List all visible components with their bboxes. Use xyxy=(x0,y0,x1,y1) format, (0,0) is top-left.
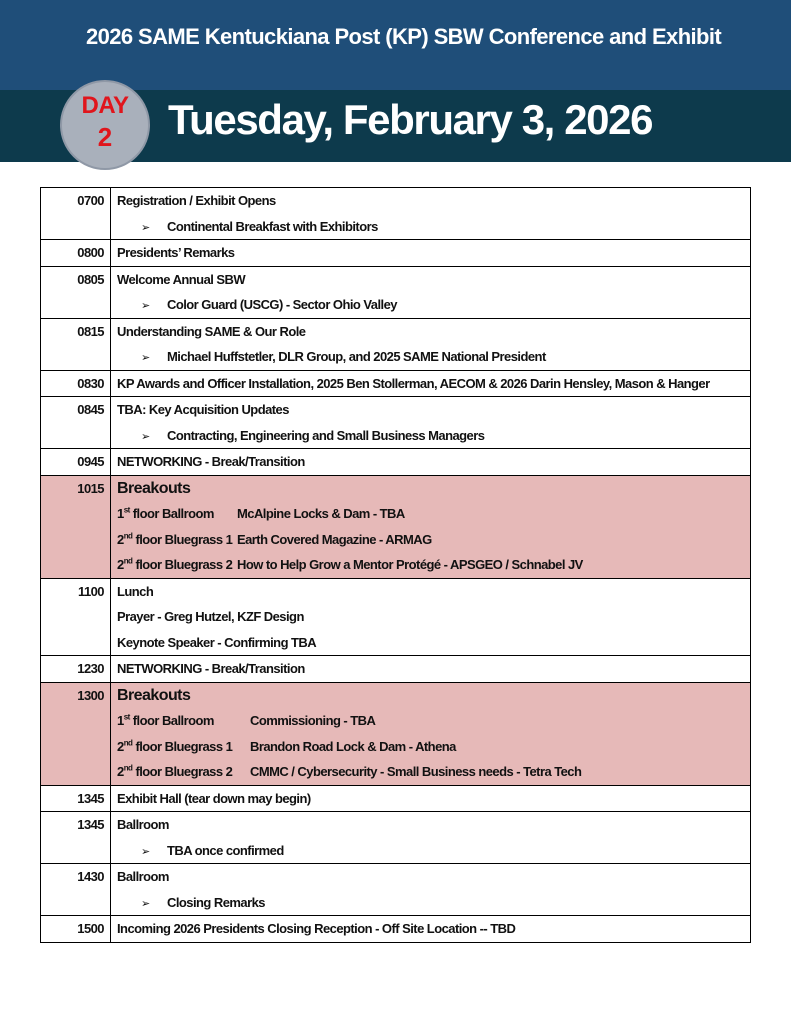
event-cell xyxy=(111,188,751,240)
session-title: CMMC / Cybersecurity - Small Business needs - Tetra Tech xyxy=(250,764,582,779)
event-title: Ballroom xyxy=(117,817,169,832)
day-number: 2 xyxy=(97,122,113,152)
time-cell: 1300 xyxy=(41,682,111,785)
room-name: 2nd floor Bluegrass 2 xyxy=(117,556,233,572)
event-cell xyxy=(111,812,751,864)
breakouts-heading: Breakouts xyxy=(117,479,191,497)
schedule-row xyxy=(41,370,751,397)
room-name: 2nd floor Bluegrass 2 xyxy=(117,763,233,779)
schedule-row xyxy=(41,240,751,267)
date-title: Tuesday, February 3, 2026 xyxy=(168,96,653,143)
arrowhead-bullet-icon: ➢ xyxy=(141,300,150,312)
event-cell xyxy=(111,397,751,449)
schedule-row xyxy=(41,188,751,240)
event-cell xyxy=(111,916,751,943)
event-cell xyxy=(111,370,751,397)
time-cell: 1345 xyxy=(41,785,111,812)
event-title: Lunch xyxy=(117,583,154,599)
schedule-row xyxy=(41,916,751,943)
schedule-row xyxy=(41,318,751,370)
event-title: Welcome Annual SBW xyxy=(117,271,246,287)
schedule-row xyxy=(41,656,751,683)
event-cell xyxy=(111,318,751,370)
breakout-row xyxy=(41,475,751,578)
event-title: TBA: Key Acquisition Updates xyxy=(117,402,289,417)
arrowhead-bullet-icon: ➢ xyxy=(141,430,150,443)
breakout-session xyxy=(117,734,750,760)
schedule-row xyxy=(41,812,751,864)
event-detail: Prayer - Greg Hutzel, KZF Design xyxy=(117,609,304,624)
event-subitem: ➢ Closing Remarks xyxy=(117,890,750,916)
breakout-session xyxy=(117,708,750,734)
time-cell: 1430 xyxy=(41,864,111,916)
event-title: Understanding SAME & Our Role xyxy=(117,323,306,339)
session-title: Earth Covered Magazine - ARMAG xyxy=(237,531,432,547)
schedule-row xyxy=(41,864,751,916)
session-title: How to Help Grow a Mentor Protégé - APSGEO / Schnabel JV xyxy=(237,557,583,572)
event-title: Exhibit Hall (tear down may begin) xyxy=(117,790,311,806)
arrowhead-bullet-icon: ➢ xyxy=(141,221,150,234)
arrowhead-bullet-icon: ➢ xyxy=(141,845,150,858)
breakout-session xyxy=(117,501,750,527)
event-subitem: ➢ TBA once confirmed xyxy=(117,838,750,864)
event-cell xyxy=(111,578,751,656)
arrowhead-bullet-icon: ➢ xyxy=(141,352,150,364)
event-title: NETWORKING - Break/Transition xyxy=(117,454,305,469)
session-title: McAlpine Locks & Dam - TBA xyxy=(237,506,405,521)
event-cell xyxy=(111,475,751,578)
breakout-session xyxy=(117,759,750,785)
event-title: Presidents’ Remarks xyxy=(117,245,235,260)
day-label: DAY xyxy=(81,92,129,119)
time-cell: 0700 xyxy=(41,188,111,240)
event-subitem: ➢ Color Guard (USCG) - Sector Ohio Valley xyxy=(117,292,750,318)
room-name: 1st floor Ballroom xyxy=(117,712,214,728)
schedule-row xyxy=(41,785,751,812)
time-cell: 0830 xyxy=(41,370,111,397)
event-detail: Keynote Speaker - Confirming TBA xyxy=(117,634,317,650)
conference-title: 2026 SAME Kentuckiana Post (KP) SBW Conference and Exhibit xyxy=(86,24,722,49)
event-cell xyxy=(111,864,751,916)
time-cell: 1230 xyxy=(41,656,111,683)
event-cell xyxy=(111,656,751,683)
event-title: KP Awards and Officer Installation, 2025 Ben Stollerman, AECOM & 2026 Darin Hensley, Mason & Hanger xyxy=(117,375,710,391)
event-subitem: ➢ Michael Huffstetler, DLR Group, and 2025 SAME National President xyxy=(117,344,750,370)
time-cell: 1100 xyxy=(41,578,111,656)
schedule-table xyxy=(40,187,751,943)
event-cell xyxy=(111,682,751,785)
schedule-row xyxy=(41,449,751,476)
event-cell xyxy=(111,785,751,812)
event-subitem: ➢ Contracting, Engineering and Small Business Managers xyxy=(117,423,750,449)
breakout-session xyxy=(117,527,750,553)
time-cell: 0845 xyxy=(41,397,111,449)
time-cell: 1015 xyxy=(41,475,111,578)
breakouts-heading: Breakouts xyxy=(117,686,191,704)
schedule-row xyxy=(41,397,751,449)
time-cell: 0815 xyxy=(41,318,111,370)
event-cell xyxy=(111,266,751,318)
time-cell: 0945 xyxy=(41,449,111,476)
event-cell xyxy=(111,240,751,267)
event-title: NETWORKING - Break/Transition xyxy=(117,661,305,676)
event-title: Registration / Exhibit Opens xyxy=(117,193,276,208)
session-title: Commissioning - TBA xyxy=(250,713,376,728)
day-badge xyxy=(60,80,150,170)
time-cell: 1500 xyxy=(41,916,111,943)
schedule-row xyxy=(41,266,751,318)
room-name: 1st floor Ballroom xyxy=(117,505,214,521)
breakout-row xyxy=(41,682,751,785)
room-name: 2nd floor Bluegrass 1 xyxy=(117,531,233,547)
time-cell: 1345 xyxy=(41,812,111,864)
time-cell: 0800 xyxy=(41,240,111,267)
session-title: Brandon Road Lock & Dam - Athena xyxy=(250,738,456,754)
event-subitem: ➢ Continental Breakfast with Exhibitors xyxy=(117,214,750,240)
room-name: 2nd floor Bluegrass 1 xyxy=(117,738,233,754)
event-cell xyxy=(111,449,751,476)
event-title: Ballroom xyxy=(117,869,169,884)
time-cell: 0805 xyxy=(41,266,111,318)
event-title: Incoming 2026 Presidents Closing Reception - Off Site Location -- TBD xyxy=(117,921,516,936)
schedule-row xyxy=(41,578,751,656)
arrowhead-bullet-icon: ➢ xyxy=(141,897,150,910)
breakout-session xyxy=(117,552,750,578)
